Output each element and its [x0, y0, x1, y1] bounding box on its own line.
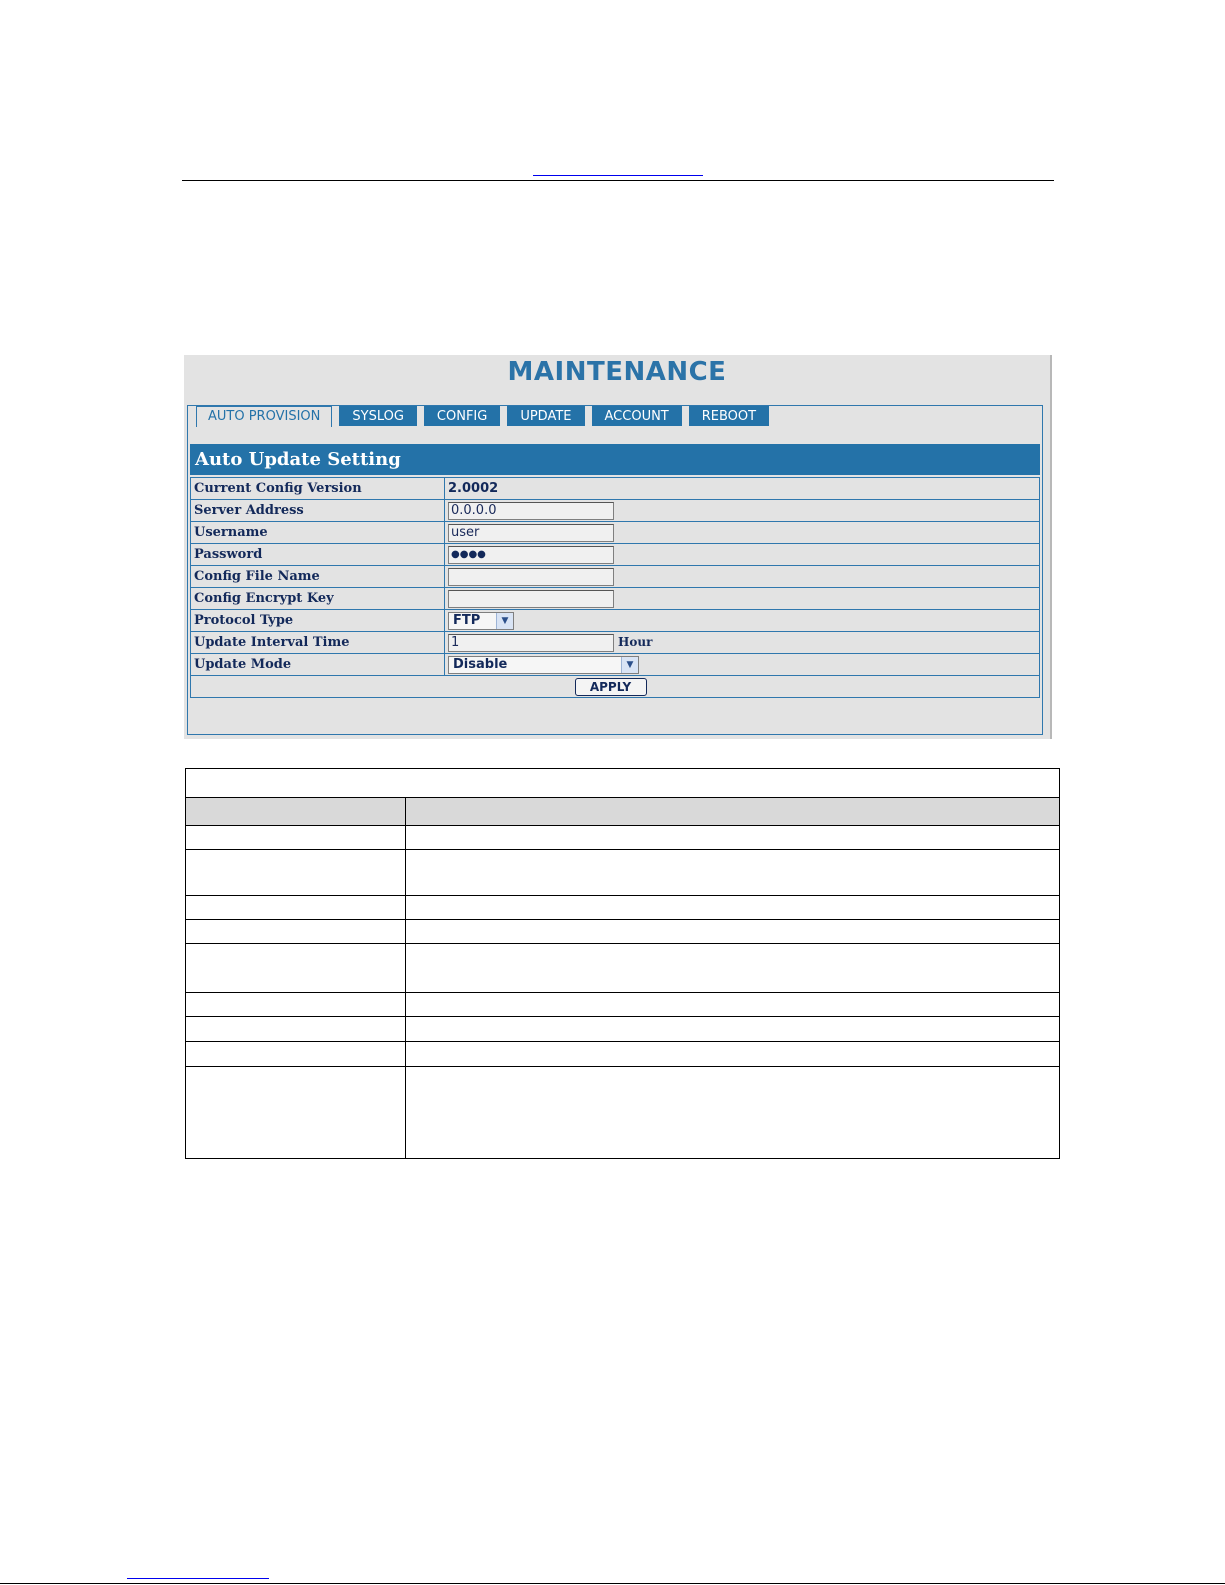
maintenance-frame — [187, 405, 1043, 735]
table-header-row — [186, 798, 1060, 826]
tab-update[interactable]: UPDATE — [507, 406, 584, 426]
table-cell — [186, 896, 406, 920]
update-mode-cell — [445, 654, 1040, 676]
table-cell — [406, 993, 1060, 1017]
current-config-version-cell — [445, 478, 1040, 500]
table-cell — [406, 920, 1060, 944]
tab-config[interactable]: CONFIG — [424, 406, 500, 426]
server-address-cell — [445, 500, 1040, 522]
update-mode-value: Disable — [453, 657, 508, 672]
form-row — [191, 478, 1040, 500]
password-label: Password — [191, 544, 445, 566]
table-cell — [406, 1017, 1060, 1042]
apply-cell — [191, 676, 1040, 698]
password-input[interactable]: ●●●● — [448, 546, 614, 564]
table-title-row — [186, 769, 1060, 798]
form-row — [191, 522, 1040, 544]
config-file-name-cell — [445, 566, 1040, 588]
password-cell — [445, 544, 1040, 566]
section-title: Auto Update Setting — [190, 444, 1040, 475]
protocol-type-label: Protocol Type — [191, 610, 445, 632]
tab-syslog[interactable]: SYSLOG — [339, 406, 417, 426]
server-address-input[interactable]: 0.0.0.0 — [448, 502, 614, 520]
update-interval-time-label: Update Interval Time — [191, 632, 445, 654]
table-cell — [186, 944, 406, 993]
config-encrypt-key-cell — [445, 588, 1040, 610]
username-input[interactable]: user — [448, 524, 614, 542]
table-header-cell — [186, 798, 406, 826]
table-cell — [186, 1067, 406, 1159]
config-file-name-input[interactable] — [448, 568, 614, 586]
server-address-label: Server Address — [191, 500, 445, 522]
table-row — [186, 850, 1060, 896]
form-row — [191, 632, 1040, 654]
table-cell — [186, 1017, 406, 1042]
table-row — [186, 1017, 1060, 1042]
footer-divider — [0, 1583, 1225, 1584]
table-header-cell — [406, 798, 1060, 826]
update-mode-label: Update Mode — [191, 654, 445, 676]
protocol-type-select[interactable] — [448, 612, 514, 630]
protocol-type-value: FTP — [453, 613, 481, 628]
chevron-down-icon[interactable]: ▼ — [496, 613, 513, 629]
form-row — [191, 654, 1040, 676]
tab-reboot[interactable]: REBOOT — [689, 406, 769, 426]
config-file-name-label: Config File Name — [191, 566, 445, 588]
username-cell — [445, 522, 1040, 544]
table-cell — [406, 1042, 1060, 1067]
protocol-type-cell — [445, 610, 1040, 632]
table-cell — [186, 826, 406, 850]
config-encrypt-key-input[interactable] — [448, 590, 614, 608]
form-row — [191, 588, 1040, 610]
form-row — [191, 500, 1040, 522]
header-divider — [182, 180, 1054, 181]
update-interval-time-cell — [445, 632, 1040, 654]
table-row — [186, 896, 1060, 920]
current-config-version-label: Current Config Version — [191, 478, 445, 500]
tab-account[interactable]: ACCOUNT — [592, 406, 682, 426]
form-row — [191, 676, 1040, 698]
footer-link-underline[interactable] — [127, 1578, 269, 1579]
table-row — [186, 1042, 1060, 1067]
update-mode-select[interactable] — [448, 656, 639, 674]
tab-auto-provision[interactable]: AUTO PROVISION — [196, 406, 332, 427]
table-row — [186, 1067, 1060, 1159]
tab-bar — [196, 406, 776, 427]
update-interval-time-input[interactable]: 1 — [448, 634, 614, 652]
current-config-version-value: 2.0002 — [448, 481, 499, 496]
table-cell — [186, 920, 406, 944]
chevron-down-icon[interactable]: ▼ — [621, 657, 638, 673]
table-row — [186, 993, 1060, 1017]
page-title: MAINTENANCE — [507, 357, 727, 387]
table-cell — [406, 1067, 1060, 1159]
table-cell — [186, 993, 406, 1017]
table-cell — [186, 850, 406, 896]
apply-button[interactable]: APPLY — [575, 678, 647, 696]
maintenance-screenshot-panel — [184, 355, 1052, 739]
description-table — [185, 768, 1060, 1159]
table-row — [186, 944, 1060, 993]
table-row — [186, 920, 1060, 944]
table-title-cell — [186, 769, 1060, 798]
table-cell — [406, 896, 1060, 920]
update-interval-unit: Hour — [618, 635, 653, 649]
table-row — [186, 826, 1060, 850]
table-cell — [406, 850, 1060, 896]
table-cell — [406, 826, 1060, 850]
username-label: Username — [191, 522, 445, 544]
header-link-underline[interactable] — [533, 175, 703, 176]
form-row — [191, 566, 1040, 588]
form-row — [191, 544, 1040, 566]
table-cell — [406, 944, 1060, 993]
table-cell — [186, 1042, 406, 1067]
form-row — [191, 610, 1040, 632]
config-encrypt-key-label: Config Encrypt Key — [191, 588, 445, 610]
auto-update-form — [190, 477, 1040, 698]
